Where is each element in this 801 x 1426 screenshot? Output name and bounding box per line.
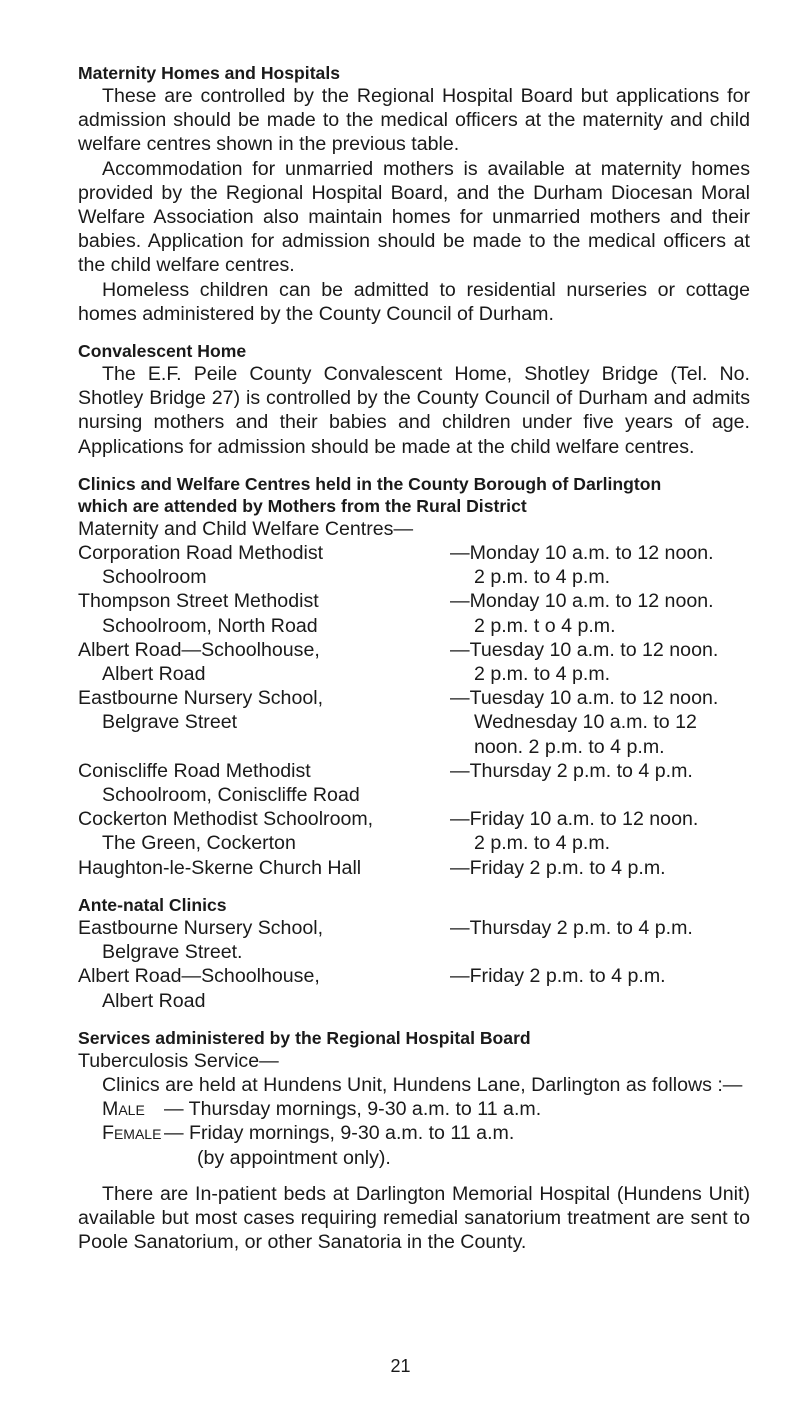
- centre-place-line: Albert Road: [102, 663, 206, 686]
- centre-time-line: —Tuesday 10 a.m. to 12 noon.: [450, 638, 719, 661]
- schedule-row: [78, 916, 750, 964]
- centre-place-line: Schoolroom: [102, 566, 207, 589]
- centre-place-line: Corporation Road Methodist: [78, 542, 324, 565]
- centre-place-line: The Green, Cockerton: [102, 832, 296, 855]
- centre-time-line: Wednesday 10 a.m. to 12: [474, 711, 697, 734]
- tb-session-male: [102, 1097, 541, 1121]
- schedule-row: [78, 759, 750, 807]
- centre-time-line: 2 p.m. to 4 p.m.: [474, 566, 611, 589]
- centre-time-line: —Friday 2 p.m. to 4 p.m.: [450, 856, 666, 879]
- schedule-row: [78, 589, 750, 637]
- antenatal-heading: Ante-natal Clinics: [78, 894, 227, 915]
- centre-time-line: —Monday 10 a.m. to 12 noon.: [450, 590, 714, 613]
- appointment-note: (by appointment only).: [197, 1146, 391, 1169]
- clinics-heading-line-1: Clinics and Welfare Centres held in the County Borough of Darlington: [78, 473, 662, 494]
- tb-clinics-intro: Clinics are held at Hundens Unit, Hundens Lane, Darlington as follows :—: [102, 1073, 743, 1096]
- tb-session-female: [102, 1121, 541, 1145]
- tb-service-subheading: Tuberculosis Service—: [78, 1049, 279, 1072]
- convalescent-paragraph: The E.F. Peile County Convalescent Home, Shotley Bridge (Tel. No. Shotley Bridge 27) is controlled by the County Council of Durham and admits nursing mothers and their babies and children under five years of age. Applications for admission should be made at the child welfare centres.: [78, 363, 750, 458]
- clinics-heading: [78, 473, 750, 517]
- maternity-paragraph-1: These are controlled by the Regional Hospital Board but applications for admission should be made to the medical officers at the maternity and child welfare centres shown in the previous table.: [78, 85, 750, 156]
- centre-time-line: —Thursday 2 p.m. to 4 p.m.: [450, 759, 693, 782]
- schedule-row: [78, 856, 750, 880]
- clinics-intro: Maternity and Child Welfare Centres—: [78, 517, 414, 540]
- centre-time-line: 2 p.m. to 4 p.m.: [474, 832, 611, 855]
- centre-place-line: Albert Road—Schoolhouse,: [78, 638, 320, 661]
- antenatal-time-line: —Friday 2 p.m. to 4 p.m.: [450, 965, 666, 988]
- antenatal-place-line: Belgrave Street.: [102, 941, 243, 964]
- antenatal-time-line: —Thursday 2 p.m. to 4 p.m.: [450, 916, 693, 939]
- centres-schedule: [78, 541, 750, 880]
- centre-place-line: Eastbourne Nursery School,: [78, 687, 324, 710]
- clinics-heading-line-2: which are attended by Mothers from the Rural District: [78, 495, 527, 516]
- services-heading: Services administered by the Regional Hospital Board: [78, 1027, 531, 1048]
- centre-place-line: Cockerton Methodist Schoolroom,: [78, 808, 374, 831]
- centre-time-line: —Monday 10 a.m. to 12 noon.: [450, 542, 714, 565]
- centre-place-line: Schoolroom, North Road: [102, 614, 318, 637]
- male-schedule: — Thursday mornings, 9-30 a.m. to 11 a.m.: [164, 1098, 542, 1121]
- centre-time-line: 2 p.m. t o 4 p.m.: [474, 614, 616, 637]
- centre-time-line: 2 p.m. to 4 p.m.: [474, 663, 611, 686]
- maternity-paragraph-3: Homeless children can be admitted to residential nurseries or cottage homes administered by the County Council of Durham.: [78, 278, 750, 325]
- schedule-row: [78, 807, 750, 855]
- schedule-row: [78, 638, 750, 686]
- male-label: Male: [102, 1098, 145, 1121]
- schedule-row: [78, 964, 750, 1012]
- antenatal-schedule: [78, 916, 750, 1013]
- female-label: Female: [102, 1122, 162, 1145]
- centre-time-line: —Friday 10 a.m. to 12 noon.: [450, 808, 699, 831]
- schedule-row: [78, 541, 750, 589]
- centre-place-line: Coniscliffe Road Methodist: [78, 759, 311, 782]
- centre-time-line: —Tuesday 10 a.m. to 12 noon.: [450, 687, 719, 710]
- inpatient-paragraph: There are In-patient beds at Darlington Memorial Hospital (Hundens Unit) available but most cases requiring remedial sanatorium treatment are sent to Poole Sanatorium, or other Sanatoria in the County.: [78, 1182, 750, 1254]
- centre-place-line: Schoolroom, Coniscliffe Road: [102, 784, 360, 807]
- antenatal-place-line: Albert Road—Schoolhouse,: [78, 965, 320, 988]
- antenatal-place-line: Eastbourne Nursery School,: [78, 916, 324, 939]
- centre-place-line: Thompson Street Methodist: [78, 590, 319, 613]
- schedule-row: [78, 686, 750, 759]
- antenatal-place-line: Albert Road: [102, 989, 206, 1012]
- tb-sessions: [78, 1097, 541, 1145]
- centre-place-line: Haughton-le-Skerne Church Hall: [78, 856, 362, 879]
- page-number: 21: [390, 1356, 411, 1376]
- convalescent-heading: Convalescent Home: [78, 341, 247, 362]
- female-schedule: — Friday mornings, 9-30 a.m. to 11 a.m.: [164, 1122, 515, 1145]
- document-page: [78, 62, 750, 1254]
- maternity-paragraph-2: Accommodation for unmarried mothers is available at maternity homes provided by the Regional Hospital Board, and the Durham Diocesan Moral Welfare Association also maintain homes for unmarried mothers and their babies. Application for admission should be made to the medical officers at the child welfare centres.: [78, 157, 750, 277]
- maternity-heading: Maternity Homes and Hospitals: [78, 63, 341, 83]
- centre-place-line: Belgrave Street: [102, 711, 238, 734]
- centre-time-line: noon. 2 p.m. to 4 p.m.: [474, 735, 665, 758]
